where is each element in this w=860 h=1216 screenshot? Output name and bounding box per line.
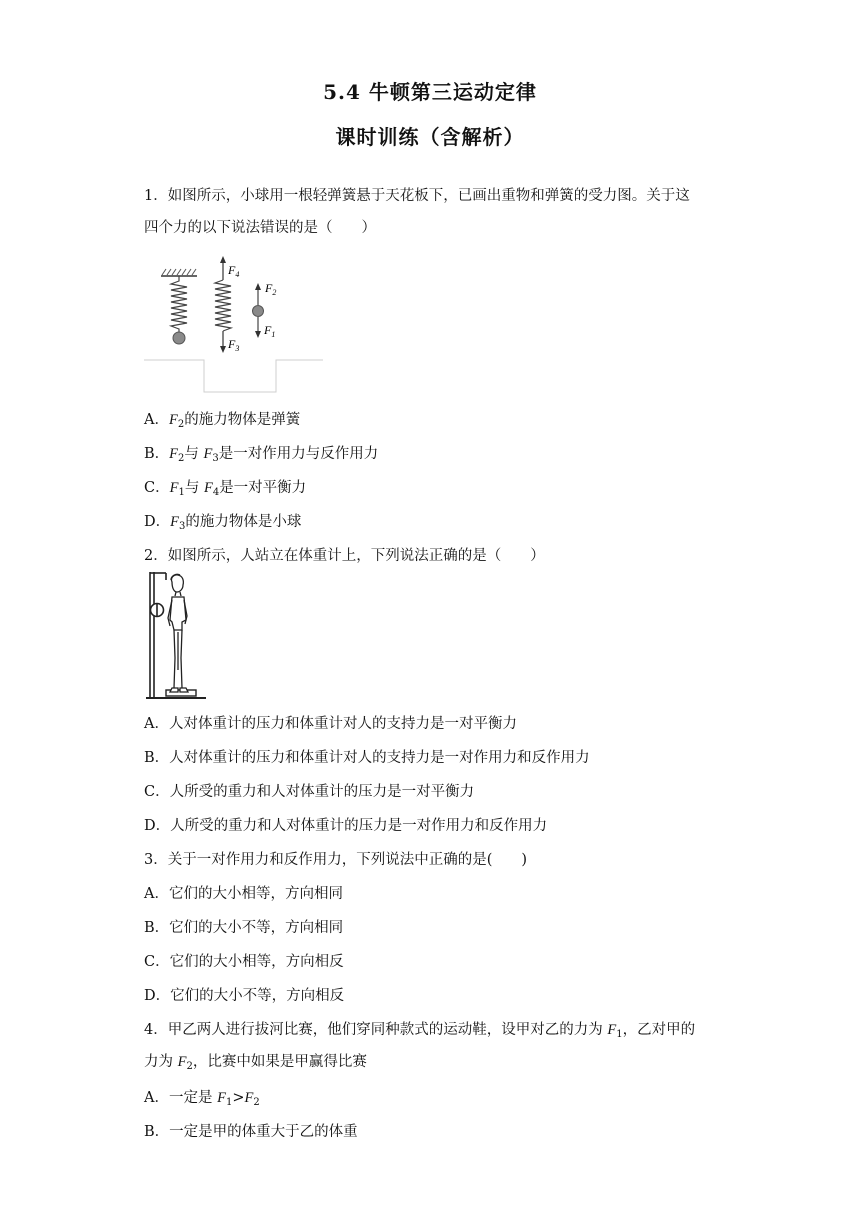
q1-option-d[interactable]: D．$F_3$的施力物体是小球 [144,514,302,532]
q1-option-c[interactable]: C．$F_1$与 $F_4$是一对平衡力 [144,480,307,498]
figure-base-frame [144,360,323,392]
q3-stem: 3．关于一对作用力和反作用力，下列说法中正确的是( ) [144,852,528,868]
q3-option-a[interactable]: A．它们的大小相等，方向相同 [144,886,343,902]
hanging-spring [171,276,187,334]
q3-option-d[interactable]: D．它们的大小不等，方向相反 [144,988,345,1004]
scale-pole [150,572,166,698]
person [168,574,188,692]
q1-option-b[interactable]: B．$F_2$与 $F_3$是一对作用力与反作用力 [144,446,379,464]
svg-text:F1 [263,323,275,339]
q1-stem-line2: 四个力的以下说法错误的是（ ） [144,220,376,236]
f3-label: F [228,337,236,351]
ceiling [161,269,197,276]
q2-option-a[interactable]: A．人对体重计的压力和体重计对人的支持力是一对平衡力 [144,716,517,732]
q4-stem-line1: 4．甲乙两人进行拔河比赛，他们穿同种款式的运动鞋，设甲对乙的力为 $F_1$，乙对甲的 [144,1022,696,1040]
f2-label: F [265,281,273,295]
q3-option-c[interactable]: C．它们的大小相等，方向相反 [144,954,344,970]
svg-text:F3 [227,337,239,353]
q2-option-b[interactable]: B．人对体重计的压力和体重计对人的支持力是一对作用力和反作用力 [144,750,590,766]
q3-option-b[interactable]: B．它们的大小不等，方向相同 [144,920,344,936]
q4-option-b[interactable]: B．一定是甲的体重大于乙的体重 [144,1124,358,1140]
f3-label-sub: 3 [235,344,240,353]
q2-option-d[interactable]: D．人所受的重力和人对体重计的压力是一对作用力和反作用力 [144,818,548,834]
free-spring [215,280,231,331]
f2-label-sub: 2 [272,288,277,297]
q4-option-a[interactable]: A．一定是 $F_1>F_2$ [144,1090,260,1108]
q2-option-c[interactable]: C．人所受的重力和人对体重计的压力是一对平衡力 [144,784,475,800]
page-subtitle: 课时训练（含解析） [335,125,525,149]
f1-label: F [264,323,272,337]
q4-stem-line2: 力为 $F_2$，比赛中如果是甲赢得比赛 [144,1054,367,1072]
q1-option-a[interactable]: A．$F_2$的施力物体是弹簧 [144,412,301,430]
page-title: 5.4 牛顿第三运动定律 [323,80,537,104]
svg-text:F2 [264,281,276,297]
hanging-ball [173,332,185,344]
q2-person-on-scale-figure [144,570,210,702]
f4-label-sub: 4 [235,270,240,279]
free-ball [253,306,264,317]
svg-text:F4 [227,263,239,279]
f4-label: F [228,263,236,277]
f1-label-sub: 1 [271,330,276,339]
q1-stem-line1: 1．如图所示，小球用一根轻弹簧悬于天花板下，已画出重物和弹簧的受力图。关于这 [144,188,690,204]
q1-spring-force-figure [144,254,324,394]
q2-stem: 2．如图所示，人站立在体重计上，下列说法正确的是（ ） [144,548,545,564]
